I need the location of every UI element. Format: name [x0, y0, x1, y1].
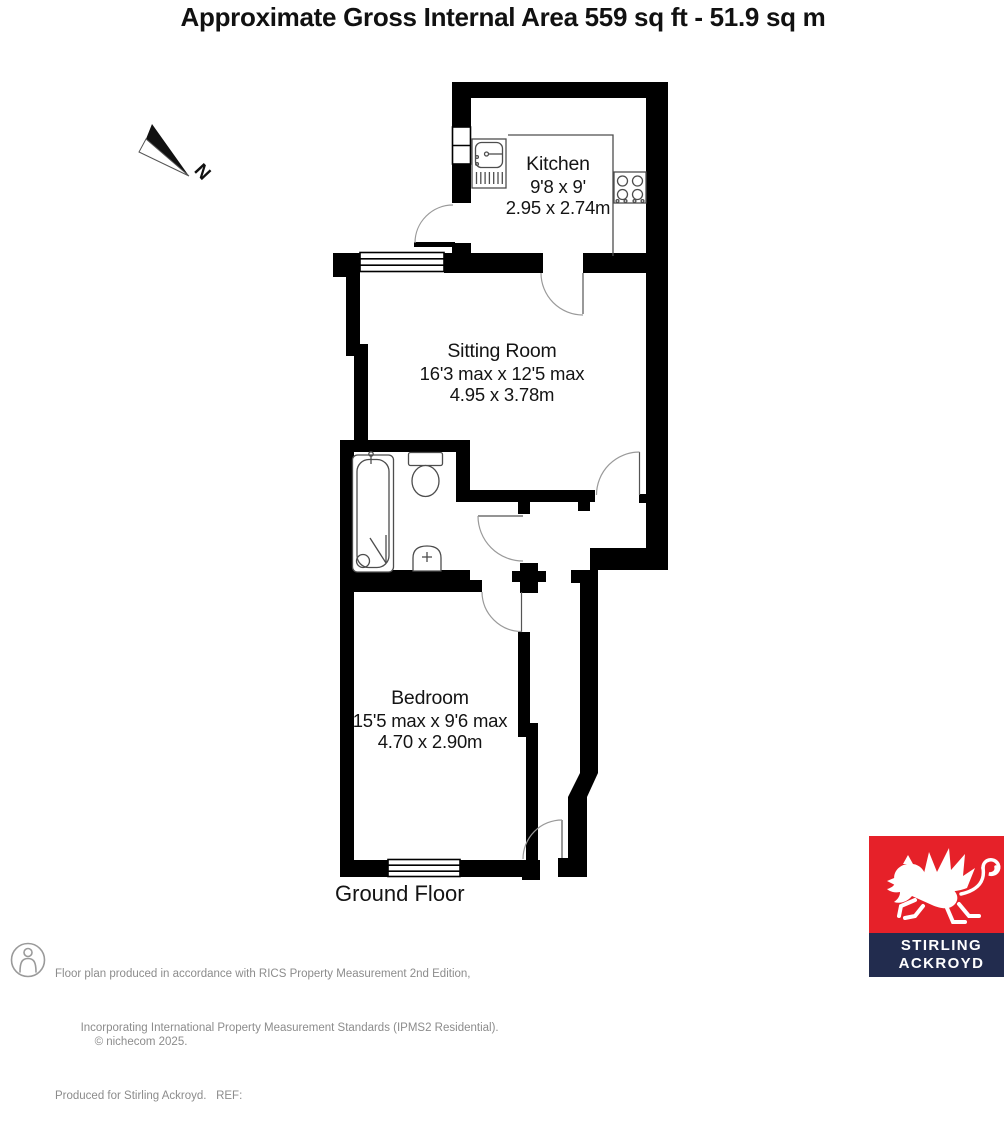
- toilet-icon: [409, 453, 443, 497]
- door-kitchen-sitting: [541, 273, 583, 315]
- stirling-ackroyd-logo: [869, 836, 1004, 977]
- person-icon: [9, 941, 47, 979]
- logo-red-panel: [869, 836, 1004, 933]
- room-label-kitchen: [506, 154, 611, 219]
- bedroom-name: Bedroom: [391, 687, 469, 709]
- kitchen-imperial: 9'8 x 9': [530, 175, 586, 197]
- door-bathroom: [478, 516, 523, 561]
- room-label-bedroom: [353, 688, 508, 753]
- window-sitting-room: [360, 253, 444, 272]
- kitchen-sink-icon: [472, 139, 506, 188]
- footer-text: [55, 941, 499, 1130]
- basin-icon: [413, 546, 441, 571]
- sitting-room-metric: 4.95 x 3.78m: [449, 384, 555, 405]
- footer-line-1: Floor plan produced in accordance with RICS Property Measurement 2nd Edition,: [55, 968, 471, 980]
- door-bedroom: [482, 592, 522, 632]
- bath-icon: [353, 452, 394, 572]
- floor-label: Ground Floor: [335, 881, 465, 906]
- room-label-sitting-room: [420, 341, 585, 406]
- kitchen-metric: 2.95 x 2.74m: [505, 197, 611, 218]
- north-arrow-icon: [139, 124, 214, 184]
- bedroom-imperial: 15'5 max x 9'6 max: [352, 709, 508, 731]
- griffin-icon: [869, 836, 1004, 933]
- footer-line-2: Incorporating International Property Measurement Standards (IPMS2 Residential).: [80, 1022, 499, 1034]
- window-kitchen: [453, 127, 471, 164]
- page-title: Approximate Gross Internal Area 559 sq ft - 51.9 sq m: [180, 2, 826, 32]
- footer-line-3: Produced for Stirling Ackroyd. REF:: [55, 1089, 243, 1102]
- logo-brand-line2: ACKROYD: [898, 955, 985, 972]
- window-bedroom: [388, 860, 460, 877]
- footer-disclaimer: [9, 941, 499, 1130]
- door-sitting-room: [597, 452, 640, 495]
- nichecom-copyright: © nichecom 2025.: [94, 1035, 188, 1048]
- north-label: N: [189, 160, 215, 185]
- logo-brand-line1: STIRLING: [900, 937, 983, 954]
- sitting-room-imperial: 16'3 max x 12'5 max: [419, 362, 585, 384]
- kitchen-name: Kitchen: [526, 153, 590, 175]
- bedroom-metric: 4.70 x 2.90m: [377, 731, 483, 752]
- kitchen-hob-icon: [614, 172, 646, 203]
- logo-navy-panel: [869, 933, 1004, 977]
- door-arc-kitchen-side: [415, 205, 453, 243]
- sitting-room-name: Sitting Room: [447, 340, 557, 362]
